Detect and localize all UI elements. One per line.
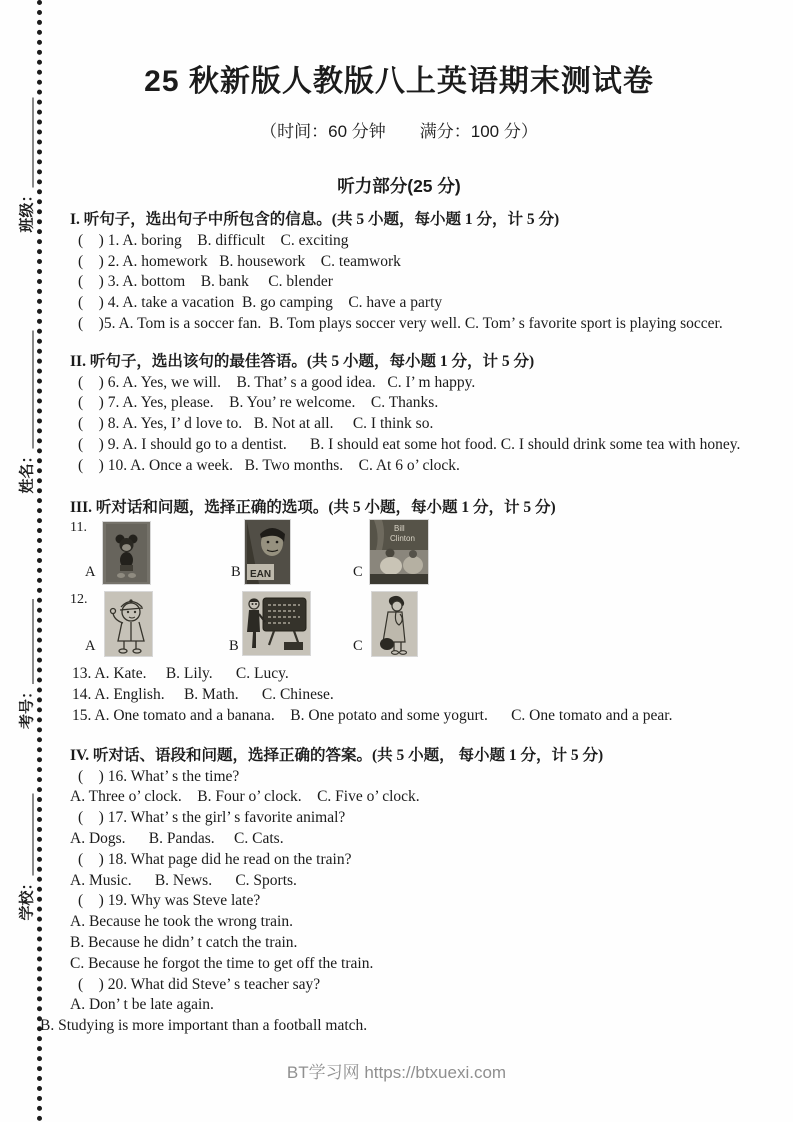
question-12-option-a-letter: A xyxy=(85,638,96,655)
question-18: ( ) 18. What page did he read on the train? xyxy=(78,850,352,868)
question-8: ( ) 8. A. Yes, I’ d love to. B. Not at all. C. I think so. xyxy=(78,415,434,433)
question-9: ( ) 9. A. I should go to a dentist. B. I should eat some hot food. C. I should drink some tea with honey. xyxy=(78,435,741,453)
margin-field-school-label: 学校： xyxy=(18,875,36,921)
margin-field-school xyxy=(16,793,37,920)
question-11-option-a-letter: A xyxy=(85,564,96,581)
question-3: ( ) 3. A. bottom B. bank C. blender xyxy=(78,273,333,291)
margin-field-class xyxy=(16,97,37,232)
question-2: ( ) 2. A. homework B. housework C. teamwork xyxy=(78,252,401,270)
question-17-options: A. Dogs. B. Pandas. C. Cats. xyxy=(70,829,284,847)
question-12-number: 12. xyxy=(70,592,88,608)
question-17: ( ) 17. What’ s the girl’ s favorite animal? xyxy=(78,809,346,827)
question-4: ( ) 4. A. take a vacation B. go camping C. have a party xyxy=(78,294,443,312)
clinton-text-line1: Bill xyxy=(394,524,405,534)
question-11-option-c-letter: C xyxy=(353,564,363,581)
question-16-options: A. Three o’ clock. B. Four o’ clock. C. Five o’ clock. xyxy=(70,788,420,806)
exam-title: 25 秋新版人教版八上英语期末测试卷 xyxy=(144,65,654,98)
clinton-text-line2: Clinton xyxy=(390,534,415,544)
listening-part-heading: 听力部分(25 分) xyxy=(337,176,461,196)
margin-field-school-blank xyxy=(21,793,34,875)
question-11-number: 11. xyxy=(70,520,87,536)
section-3-heading: III. 听对话和问题，选择正确的选项。(共 5 小题，每小题 1 分，计 5 分) xyxy=(70,498,556,516)
section-4-heading: IV. 听对话、语段和问题，选择正确的答案。(共 5 小题， 每小题 1 分，计 5 分) xyxy=(70,746,604,764)
question-20: ( ) 20. What did Steve’ s teacher say? xyxy=(78,975,321,993)
question-19-option-b: B. Because he didn’ t catch the train. xyxy=(70,933,298,951)
question-12-picture-row xyxy=(68,590,760,664)
question-12-option-c-letter: C xyxy=(353,638,363,655)
question-10: ( ) 10. A. Once a week. B. Two months. C. At 6 o’ clock. xyxy=(78,456,460,474)
mr-bean-poster-text: EAN xyxy=(250,569,272,581)
watermark-site-text: BT学习网 https://btxuexi.com xyxy=(286,1063,507,1082)
question-6: ( ) 6. A. Yes, we will. B. That’ s a good idea. C. I’ m happy. xyxy=(78,373,476,391)
question-7: ( ) 7. A. Yes, please. B. You’ re welcome. C. Thanks. xyxy=(78,394,439,412)
question-20-option-a: A. Don’ t be late again. xyxy=(70,996,214,1014)
teacher-blackboard-image xyxy=(243,592,310,655)
question-16: ( ) 16. What’ s the time? xyxy=(78,767,240,785)
section-2-heading: II. 听句子，选出该句的最佳答语。(共 5 小题，每小题 1 分，计 5 分) xyxy=(70,352,535,370)
mr-bean-image xyxy=(245,520,290,584)
question-13: 13. A. Kate. B. Lily. C. Lucy. xyxy=(72,665,289,683)
question-19-option-a: A. Because he took the wrong train. xyxy=(70,913,293,931)
margin-field-name-blank xyxy=(21,330,34,448)
question-18-options: A. Music. B. News. C. Sports. xyxy=(70,871,297,889)
bill-clinton-image xyxy=(370,520,428,584)
question-15: 15. A. One tomato and a banana. B. One potato and some yogurt. C. One tomato and a pear. xyxy=(72,706,673,724)
margin-field-exam-number-label: 考号： xyxy=(18,683,36,730)
question-20-option-b: B. Studying is more important than a football match. xyxy=(40,1017,368,1035)
binding-dotted-line xyxy=(37,0,42,1122)
question-19: ( ) 19. Why was Steve late? xyxy=(78,892,261,910)
question-12-option-b-letter: B xyxy=(229,638,239,655)
section-1-heading: I. 听句子，选出句子中所包含的信息。(共 5 小题，每小题 1 分，计 5 分) xyxy=(70,211,560,228)
nurse-cartoon-image xyxy=(105,592,152,656)
sitting-man-image xyxy=(372,592,417,656)
question-11-picture-row xyxy=(68,518,760,590)
mickey-mouse-image xyxy=(103,522,150,584)
margin-field-name xyxy=(16,330,37,493)
margin-field-exam-number xyxy=(16,599,37,729)
exam-content xyxy=(40,0,760,1037)
margin-field-exam-number-blank xyxy=(21,599,34,684)
question-19-option-c: C. Because he forgot the time to get off the train. xyxy=(70,954,374,972)
margin-field-class-blank xyxy=(21,97,34,187)
exam-time-score: （时间：60 分钟 满分：100 分） xyxy=(260,122,538,141)
margin-field-class-label: 班级： xyxy=(18,187,36,233)
question-1: ( ) 1. A. boring B. difficult C. exciting xyxy=(78,231,349,249)
question-11-option-b-letter: B xyxy=(231,564,241,581)
margin-field-name-label: 姓名： xyxy=(18,448,36,494)
question-14: 14. A. English. B. Math. C. Chinese. xyxy=(72,686,334,704)
question-5: ( )5. A. Tom is a soccer fan. B. Tom plays soccer very well. C. Tom’ s favorite sport is playing soccer. xyxy=(78,314,723,332)
